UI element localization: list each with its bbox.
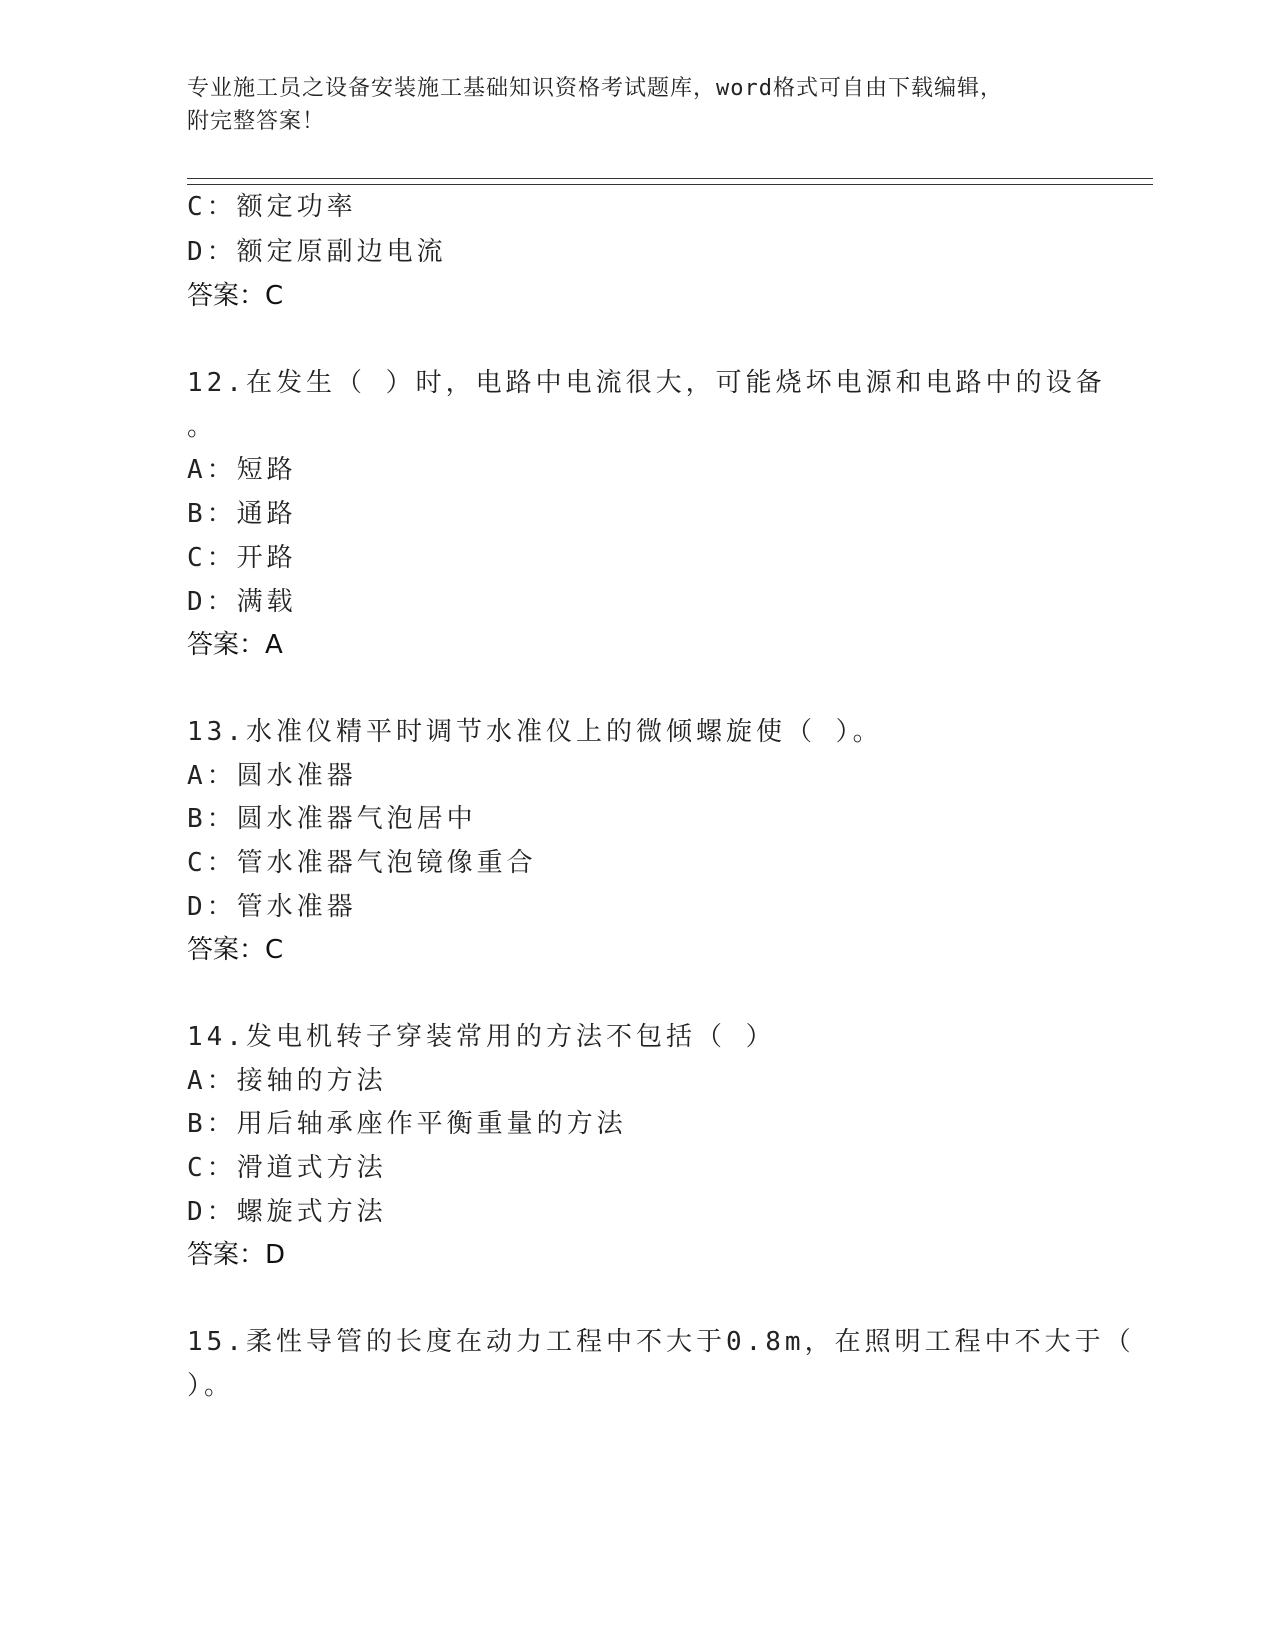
answer-label: 答案：C bbox=[187, 935, 284, 965]
question-stem: 15.柔性导管的长度在动力工程中不大于0.8m，在照明工程中不大于（ bbox=[187, 1327, 1135, 1357]
option-d: D：螺旋式方法 bbox=[187, 1197, 387, 1227]
header-divider-top bbox=[187, 178, 1153, 179]
header-divider-bottom bbox=[187, 184, 1153, 185]
answer-label: 答案：C bbox=[187, 281, 284, 311]
question-stem: 12.在发生（ ）时，电路中电流很大，可能烧坏电源和电路中的设备 bbox=[187, 368, 1106, 398]
answer-label: 答案：D bbox=[187, 1240, 286, 1270]
answer-label: 答案：A bbox=[187, 630, 283, 660]
option-b: B：通路 bbox=[187, 499, 297, 529]
option-c: C：管水准器气泡镜像重合 bbox=[187, 848, 537, 878]
question-stem: 14.发电机转子穿装常用的方法不包括（ ） bbox=[187, 1022, 776, 1052]
question-stem: 13.水准仪精平时调节水准仪上的微倾螺旋使（ ）。 bbox=[187, 717, 883, 747]
header-line-1: 专业施工员之设备安装施工基础知识资格考试题库，word格式可自由下载编辑， bbox=[187, 76, 1003, 101]
option-c: C：滑道式方法 bbox=[187, 1153, 387, 1183]
header-line-2: 附完整答案！ bbox=[187, 109, 326, 134]
option-c: C：开路 bbox=[187, 543, 297, 573]
option-d: D：额定原副边电流 bbox=[187, 237, 447, 267]
question-stem-continuation: ）。 bbox=[187, 1371, 235, 1401]
option-b: B：圆水准器气泡居中 bbox=[187, 804, 477, 834]
option-b: B：用后轴承座作平衡重量的方法 bbox=[187, 1109, 627, 1139]
option-d: D：满载 bbox=[187, 587, 297, 617]
document-header bbox=[187, 72, 1067, 138]
option-d: D：管水准器 bbox=[187, 892, 357, 922]
option-a: A：接轴的方法 bbox=[187, 1066, 387, 1096]
option-a: A：圆水准器 bbox=[187, 761, 357, 791]
option-a: A：短路 bbox=[187, 455, 297, 485]
question-stem-continuation: 。 bbox=[187, 412, 218, 442]
option-c: C：额定功率 bbox=[187, 192, 357, 222]
